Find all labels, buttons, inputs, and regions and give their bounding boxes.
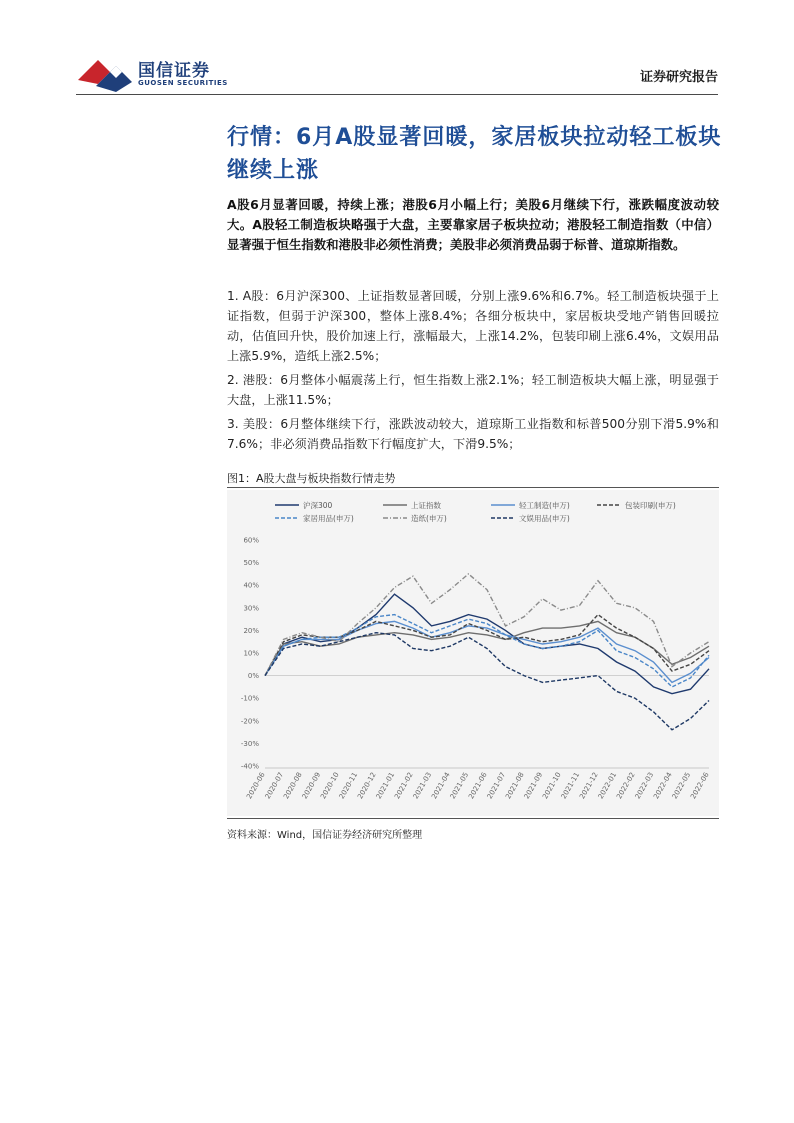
legend-label: 上证指数 bbox=[411, 501, 441, 510]
x-tick-label: 2020-11 bbox=[337, 771, 360, 801]
body-paragraph-a-share: 1. A股：6月沪深300、上证指数显著回暖，分别上涨9.6%和6.7%。轻工制造板块强于上证指数，但弱于沪深300，整体上涨8.4%；各细分板块中，家居板块受地产销售回暖拉动，估值回升快，股价加速上行，涨幅最大，上涨14.2%，包装印刷上涨6.4%，文娱用品上涨5.9%，造纸上涨2.5%； bbox=[227, 289, 719, 363]
x-tick-label: 2022-06 bbox=[689, 771, 711, 801]
y-tick-label: 10% bbox=[243, 649, 259, 658]
x-tick-label: 2021-11 bbox=[559, 771, 582, 801]
x-tick-label: 2021-01 bbox=[374, 771, 397, 801]
body-paragraph-hk-share: 2. 港股：6月整体小幅震荡上行，恒生指数上涨2.1%；轻工制造板块大幅上涨，明显强于大盘，上涨11.5%； bbox=[227, 373, 719, 407]
y-tick-label: -20% bbox=[240, 717, 259, 726]
legend-label: 造纸(申万) bbox=[411, 514, 447, 523]
x-tick-label: 2020-09 bbox=[300, 771, 323, 801]
x-tick-label: 2020-07 bbox=[263, 771, 286, 801]
header-divider bbox=[76, 94, 718, 95]
logo-mark-icon bbox=[76, 54, 138, 94]
legend-label: 轻工制造(申万) bbox=[519, 501, 570, 510]
x-tick-label: 2021-04 bbox=[430, 771, 452, 801]
x-tick-label: 2021-02 bbox=[393, 771, 415, 801]
y-tick-label: -10% bbox=[240, 694, 259, 703]
index-trend-chart bbox=[227, 490, 719, 816]
chart-background bbox=[227, 490, 719, 816]
x-tick-label: 2020-06 bbox=[245, 771, 267, 801]
x-tick-label: 2022-02 bbox=[615, 771, 637, 801]
summary-paragraph: A股6月显著回暖，持续上涨；港股6月小幅上行；美股6月继续下行，涨跌幅度波动较大。A股轻工制造板块略强于大盘，主要靠家居子板块拉动；港股轻工制造指数（中信）显著强于恒生指数和港股非必须性消费；美股非必须消费品弱于标普、道琼斯指数。 bbox=[227, 197, 719, 252]
y-tick-label: 20% bbox=[243, 626, 259, 635]
x-tick-label: 2021-10 bbox=[541, 771, 563, 801]
y-tick-label: 50% bbox=[243, 559, 259, 568]
report-type-label: 证券研究报告 bbox=[639, 70, 718, 85]
x-tick-label: 2020-12 bbox=[356, 771, 378, 801]
y-tick-label: 40% bbox=[243, 581, 259, 590]
body-paragraph-us-share: 3. 美股：6月整体继续下行，涨跌波动较大，道琼斯工业指数和标普500分别下滑5.9%和7.6%；非必须消费品指数下行幅度扩大，下滑9.5%； bbox=[227, 417, 719, 451]
y-tick-label: -40% bbox=[240, 762, 259, 771]
legend-label: 沪深300 bbox=[303, 501, 333, 510]
legend-label: 家居用品(申万) bbox=[303, 514, 354, 523]
x-tick-label: 2021-12 bbox=[578, 771, 600, 801]
figure-bottom-rule bbox=[227, 818, 719, 819]
y-tick-label: 0% bbox=[247, 672, 259, 681]
x-tick-label: 2021-06 bbox=[467, 771, 489, 801]
company-logo bbox=[76, 54, 226, 96]
legend-label: 包装印刷(申万) bbox=[625, 501, 676, 510]
section-title: 行情：6月A股显著回暖，家居板块拉动轻工板块继续上涨 bbox=[227, 125, 722, 183]
x-tick-label: 2020-10 bbox=[319, 771, 341, 801]
x-tick-label: 2021-09 bbox=[522, 771, 545, 801]
y-tick-label: 30% bbox=[243, 604, 259, 613]
y-tick-label: -30% bbox=[240, 739, 259, 748]
x-tick-label: 2022-05 bbox=[670, 771, 693, 801]
source-note: 资料来源：Wind，国信证券经济研究所整理 bbox=[227, 830, 423, 841]
x-tick-label: 2022-03 bbox=[633, 771, 656, 801]
x-tick-label: 2022-01 bbox=[596, 771, 619, 801]
x-tick-label: 2022-04 bbox=[652, 771, 674, 801]
figure-top-rule bbox=[227, 487, 719, 488]
logo-text-en: GUOSEN SECURITIES bbox=[138, 79, 228, 87]
y-tick-label: 60% bbox=[243, 536, 259, 545]
x-tick-label: 2021-05 bbox=[448, 771, 471, 801]
x-tick-label: 2021-08 bbox=[504, 771, 526, 801]
x-tick-label: 2020-08 bbox=[282, 771, 304, 801]
logo-text-cn: 国信证券 bbox=[138, 61, 210, 81]
figure-caption: 图1：A股大盘与板块指数行情走势 bbox=[227, 472, 396, 485]
legend-label: 文娱用品(申万) bbox=[519, 514, 570, 523]
x-tick-label: 2021-03 bbox=[411, 771, 434, 801]
x-tick-label: 2021-07 bbox=[485, 771, 508, 801]
